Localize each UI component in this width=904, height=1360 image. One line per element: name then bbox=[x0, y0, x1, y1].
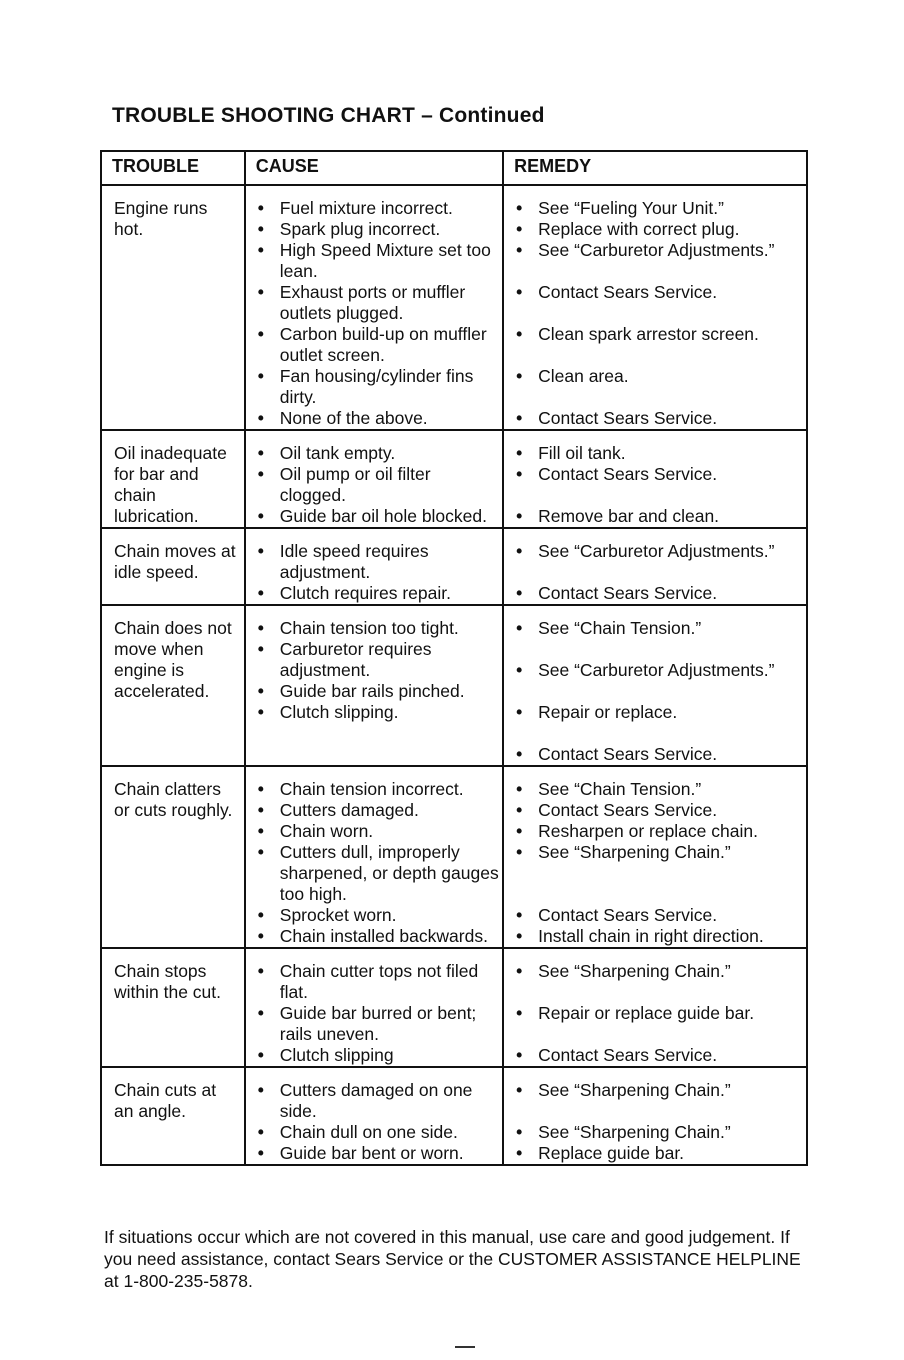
cause-item bbox=[256, 1143, 500, 1164]
cause-text: Guide bar burred or bent; rails uneven. bbox=[279, 1003, 477, 1044]
bullet-icon: • bbox=[257, 618, 264, 638]
cause-cell bbox=[245, 1067, 503, 1165]
bullet-icon: • bbox=[516, 324, 523, 344]
cause-item bbox=[256, 821, 500, 842]
bullet-icon: • bbox=[516, 702, 523, 722]
remedy-item bbox=[514, 1003, 804, 1024]
remedy-item bbox=[514, 408, 804, 429]
remedy-spacer bbox=[514, 261, 804, 282]
cause-text: Clutch slipping. bbox=[279, 702, 399, 722]
remedy-text: See “Carburetor Adjustments.” bbox=[538, 541, 775, 561]
remedy-item bbox=[514, 1045, 804, 1066]
cause-text: Carbon build-up on muffler outlet screen. bbox=[279, 324, 487, 365]
cause-cell bbox=[245, 766, 503, 948]
remedy-text: Contact Sears Service. bbox=[538, 282, 718, 302]
remedy-cell bbox=[503, 1067, 807, 1165]
remedy-text: See “Sharpening Chain.” bbox=[538, 961, 731, 981]
cause-item bbox=[256, 681, 500, 702]
bullet-icon: • bbox=[257, 464, 264, 484]
bullet-icon: • bbox=[516, 583, 523, 603]
cause-text: Cutters damaged. bbox=[279, 800, 419, 820]
bullet-icon: • bbox=[257, 282, 264, 302]
bullet-icon: • bbox=[257, 324, 264, 344]
cause-list bbox=[256, 1080, 500, 1164]
table-row bbox=[101, 185, 807, 430]
trouble-cell: Chain stops within the cut. bbox=[101, 948, 245, 1067]
remedy-item bbox=[514, 464, 804, 485]
remedy-text: Repair or replace. bbox=[538, 702, 678, 722]
remedy-item bbox=[514, 842, 804, 863]
header-remedy: REMEDY bbox=[503, 151, 807, 185]
remedy-list bbox=[514, 198, 804, 429]
cause-text: Chain tension incorrect. bbox=[279, 779, 464, 799]
bullet-icon: • bbox=[516, 1080, 523, 1100]
bullet-icon: • bbox=[257, 961, 264, 981]
cause-text: Chain installed backwards. bbox=[279, 926, 488, 946]
cause-cell bbox=[245, 948, 503, 1067]
bullet-icon: • bbox=[257, 366, 264, 386]
bullet-icon: • bbox=[257, 583, 264, 603]
bullet-icon: • bbox=[516, 779, 523, 799]
cause-item bbox=[256, 702, 500, 723]
cause-item bbox=[256, 905, 500, 926]
remedy-item bbox=[514, 541, 804, 562]
bullet-icon: • bbox=[257, 1122, 264, 1142]
cause-item bbox=[256, 583, 500, 604]
remedy-item bbox=[514, 443, 804, 464]
remedy-text: Contact Sears Service. bbox=[538, 583, 718, 603]
remedy-text: Install chain in right direction. bbox=[538, 926, 764, 946]
remedy-spacer bbox=[514, 1024, 804, 1045]
cause-text: Chain tension too tight. bbox=[279, 618, 459, 638]
remedy-cell bbox=[503, 948, 807, 1067]
cause-cell bbox=[245, 605, 503, 766]
remedy-spacer bbox=[514, 485, 804, 506]
cause-list bbox=[256, 779, 500, 947]
cause-list bbox=[256, 198, 500, 429]
bullet-icon: • bbox=[516, 240, 523, 260]
cause-text: Exhaust ports or muffler outlets plugged. bbox=[279, 282, 466, 323]
remedy-text: Fill oil tank. bbox=[538, 443, 626, 463]
cause-list bbox=[256, 618, 500, 723]
cause-text: Guide bar oil hole blocked. bbox=[279, 506, 487, 526]
cause-item bbox=[256, 408, 500, 429]
cause-text: Spark plug incorrect. bbox=[279, 219, 441, 239]
cause-item bbox=[256, 1003, 500, 1045]
remedy-item bbox=[514, 583, 804, 604]
cause-item bbox=[256, 618, 500, 639]
remedy-list bbox=[514, 779, 804, 947]
remedy-cell bbox=[503, 528, 807, 605]
cause-list bbox=[256, 961, 500, 1066]
bullet-icon: • bbox=[257, 198, 264, 218]
remedy-list bbox=[514, 1080, 804, 1164]
cause-item bbox=[256, 443, 500, 464]
bullet-icon: • bbox=[257, 1080, 264, 1100]
bullet-icon: • bbox=[516, 744, 523, 764]
cause-item bbox=[256, 240, 500, 282]
cause-item bbox=[256, 1122, 500, 1143]
remedy-text: See “Sharpening Chain.” bbox=[538, 1080, 731, 1100]
remedy-text: Remove bar and clean. bbox=[538, 506, 720, 526]
table-row bbox=[101, 948, 807, 1067]
table-row bbox=[101, 528, 807, 605]
cause-text: High Speed Mixture set too lean. bbox=[279, 240, 491, 281]
bullet-icon: • bbox=[516, 408, 523, 428]
bullet-icon: • bbox=[516, 926, 523, 946]
remedy-item bbox=[514, 366, 804, 387]
cause-text: Cutters dull, improperly sharpened, or depth gauges too high. bbox=[279, 842, 499, 904]
remedy-list bbox=[514, 443, 804, 527]
remedy-text: See “Carburetor Adjustments.” bbox=[538, 240, 775, 260]
remedy-text: See “Sharpening Chain.” bbox=[538, 1122, 731, 1142]
trouble-cell: Engine runs hot. bbox=[101, 185, 245, 430]
cause-text: Oil tank empty. bbox=[279, 443, 396, 463]
bullet-icon: • bbox=[516, 905, 523, 925]
remedy-item bbox=[514, 779, 804, 800]
remedy-text: See “Chain Tension.” bbox=[538, 779, 702, 799]
bullet-icon: • bbox=[516, 366, 523, 386]
bullet-icon: • bbox=[516, 219, 523, 239]
cause-item bbox=[256, 219, 500, 240]
remedy-item bbox=[514, 660, 804, 681]
bullet-icon: • bbox=[257, 800, 264, 820]
cause-text: Fan housing/cylinder fins dirty. bbox=[279, 366, 474, 407]
bullet-icon: • bbox=[257, 1003, 264, 1023]
remedy-text: Replace guide bar. bbox=[538, 1143, 685, 1163]
remedy-spacer bbox=[514, 982, 804, 1003]
cause-cell bbox=[245, 430, 503, 528]
remedy-item bbox=[514, 198, 804, 219]
remedy-spacer bbox=[514, 884, 804, 905]
cause-text: Chain worn. bbox=[279, 821, 374, 841]
cause-text: Guide bar rails pinched. bbox=[279, 681, 465, 701]
cause-item bbox=[256, 779, 500, 800]
cause-item bbox=[256, 282, 500, 324]
remedy-item bbox=[514, 926, 804, 947]
remedy-list bbox=[514, 541, 804, 604]
bullet-icon: • bbox=[257, 842, 264, 862]
page-title: TROUBLE SHOOTING CHART – Continued bbox=[112, 104, 545, 127]
bullet-icon: • bbox=[257, 821, 264, 841]
cause-item bbox=[256, 842, 500, 905]
remedy-text: Contact Sears Service. bbox=[538, 800, 718, 820]
remedy-cell bbox=[503, 766, 807, 948]
header-cause: CAUSE bbox=[245, 151, 503, 185]
table-row bbox=[101, 1067, 807, 1165]
remedy-spacer bbox=[514, 345, 804, 366]
cause-text: None of the above. bbox=[279, 408, 428, 428]
cause-cell bbox=[245, 528, 503, 605]
table-row bbox=[101, 430, 807, 528]
cause-text: Idle speed requires adjustment. bbox=[279, 541, 429, 582]
bullet-icon: • bbox=[257, 1143, 264, 1163]
bullet-icon: • bbox=[516, 660, 523, 680]
bullet-icon: • bbox=[257, 702, 264, 722]
table-row bbox=[101, 766, 807, 948]
table-row bbox=[101, 605, 807, 766]
cause-text: Clutch slipping bbox=[279, 1045, 394, 1065]
table-header bbox=[101, 151, 807, 185]
cause-item bbox=[256, 926, 500, 947]
remedy-item bbox=[514, 961, 804, 982]
trouble-shooting-table bbox=[100, 150, 808, 1166]
remedy-spacer bbox=[514, 681, 804, 702]
remedy-spacer bbox=[514, 863, 804, 884]
cause-item bbox=[256, 1045, 500, 1066]
remedy-spacer bbox=[514, 562, 804, 583]
remedy-text: Contact Sears Service. bbox=[538, 464, 718, 484]
bullet-icon: • bbox=[516, 1122, 523, 1142]
remedy-list bbox=[514, 618, 804, 765]
remedy-text: Contact Sears Service. bbox=[538, 408, 718, 428]
cause-text: Chain cutter tops not filed flat. bbox=[279, 961, 479, 1002]
remedy-item bbox=[514, 324, 804, 345]
remedy-cell bbox=[503, 605, 807, 766]
cause-item bbox=[256, 1080, 500, 1122]
remedy-item bbox=[514, 1143, 804, 1164]
bullet-icon: • bbox=[257, 541, 264, 561]
remedy-item bbox=[514, 800, 804, 821]
bullet-icon: • bbox=[257, 408, 264, 428]
remedy-item bbox=[514, 702, 804, 723]
bullet-icon: • bbox=[516, 1003, 523, 1023]
remedy-cell bbox=[503, 430, 807, 528]
cause-item bbox=[256, 366, 500, 408]
remedy-text: See “Sharpening Chain.” bbox=[538, 842, 731, 862]
cause-item bbox=[256, 961, 500, 1003]
remedy-item bbox=[514, 219, 804, 240]
remedy-list bbox=[514, 961, 804, 1066]
header-row bbox=[101, 151, 807, 185]
remedy-spacer bbox=[514, 387, 804, 408]
bullet-icon: • bbox=[516, 961, 523, 981]
cause-item bbox=[256, 506, 500, 527]
bullet-icon: • bbox=[516, 618, 523, 638]
trouble-cell: Chain clatters or cuts roughly. bbox=[101, 766, 245, 948]
remedy-item bbox=[514, 618, 804, 639]
cause-text: Chain dull on one side. bbox=[279, 1122, 458, 1142]
bullet-icon: • bbox=[516, 443, 523, 463]
cause-item bbox=[256, 639, 500, 681]
bullet-icon: • bbox=[516, 198, 523, 218]
bullet-icon: • bbox=[257, 905, 264, 925]
bullet-icon: • bbox=[516, 800, 523, 820]
remedy-spacer bbox=[514, 1101, 804, 1122]
cause-text: Clutch requires repair. bbox=[279, 583, 451, 603]
trouble-cell: Chain does not move when engine is accelerated. bbox=[101, 605, 245, 766]
remedy-item bbox=[514, 905, 804, 926]
remedy-cell bbox=[503, 185, 807, 430]
remedy-text: Clean area. bbox=[538, 366, 629, 386]
bullet-icon: • bbox=[516, 1045, 523, 1065]
remedy-text: Replace with correct plug. bbox=[538, 219, 740, 239]
cause-text: Cutters damaged on one side. bbox=[279, 1080, 473, 1121]
cause-text: Oil pump or oil filter clogged. bbox=[279, 464, 431, 505]
header-trouble: TROUBLE bbox=[101, 151, 245, 185]
remedy-item bbox=[514, 506, 804, 527]
cause-text: Carburetor requires adjustment. bbox=[279, 639, 432, 680]
bullet-icon: • bbox=[516, 821, 523, 841]
cause-cell bbox=[245, 185, 503, 430]
bullet-icon: • bbox=[516, 506, 523, 526]
trouble-cell: Chain moves at idle speed. bbox=[101, 528, 245, 605]
cause-item bbox=[256, 464, 500, 506]
bullet-icon: • bbox=[257, 926, 264, 946]
cause-item bbox=[256, 198, 500, 219]
remedy-text: Contact Sears Service. bbox=[538, 744, 718, 764]
remedy-item bbox=[514, 744, 804, 765]
bullet-icon: • bbox=[257, 639, 264, 659]
remedy-spacer bbox=[514, 639, 804, 660]
remedy-text: Resharpen or replace chain. bbox=[538, 821, 758, 841]
cause-list bbox=[256, 443, 500, 527]
bullet-icon: • bbox=[516, 282, 523, 302]
table-body bbox=[101, 185, 807, 1165]
bullet-icon: • bbox=[516, 541, 523, 561]
cause-item bbox=[256, 800, 500, 821]
remedy-spacer bbox=[514, 723, 804, 744]
remedy-text: Repair or replace guide bar. bbox=[538, 1003, 755, 1023]
remedy-item bbox=[514, 1080, 804, 1101]
bullet-icon: • bbox=[257, 506, 264, 526]
bullet-icon: • bbox=[516, 842, 523, 862]
cause-text: Fuel mixture incorrect. bbox=[279, 198, 453, 218]
remedy-item bbox=[514, 1122, 804, 1143]
remedy-text: See “Fueling Your Unit.” bbox=[538, 198, 724, 218]
cause-item bbox=[256, 541, 500, 583]
remedy-text: Contact Sears Service. bbox=[538, 1045, 718, 1065]
remedy-text: See “Chain Tension.” bbox=[538, 618, 702, 638]
trouble-cell: Chain cuts at an angle. bbox=[101, 1067, 245, 1165]
page-mark bbox=[455, 1346, 475, 1348]
bullet-icon: • bbox=[516, 1143, 523, 1163]
remedy-text: Contact Sears Service. bbox=[538, 905, 718, 925]
cause-item bbox=[256, 324, 500, 366]
remedy-item bbox=[514, 282, 804, 303]
remedy-text: See “Carburetor Adjustments.” bbox=[538, 660, 775, 680]
cause-text: Guide bar bent or worn. bbox=[279, 1143, 464, 1163]
bullet-icon: • bbox=[257, 443, 264, 463]
bullet-icon: • bbox=[257, 779, 264, 799]
remedy-spacer bbox=[514, 303, 804, 324]
bullet-icon: • bbox=[257, 681, 264, 701]
remedy-text: Clean spark arrestor screen. bbox=[538, 324, 759, 344]
cause-text: Sprocket worn. bbox=[279, 905, 397, 925]
trouble-cell: Oil inadequate for bar and chain lubrication. bbox=[101, 430, 245, 528]
bullet-icon: • bbox=[257, 1045, 264, 1065]
remedy-item bbox=[514, 240, 804, 261]
footer-note: If situations occur which are not covered in this manual, use care and good judgement. If you need assistance, contact Sears Service or the CUSTOMER ASSISTANCE HELPLINE at 1-800-235-5878. bbox=[104, 1227, 801, 1291]
bullet-icon: • bbox=[257, 240, 264, 260]
remedy-item bbox=[514, 821, 804, 842]
bullet-icon: • bbox=[516, 464, 523, 484]
bullet-icon: • bbox=[257, 219, 264, 239]
cause-list bbox=[256, 541, 500, 604]
